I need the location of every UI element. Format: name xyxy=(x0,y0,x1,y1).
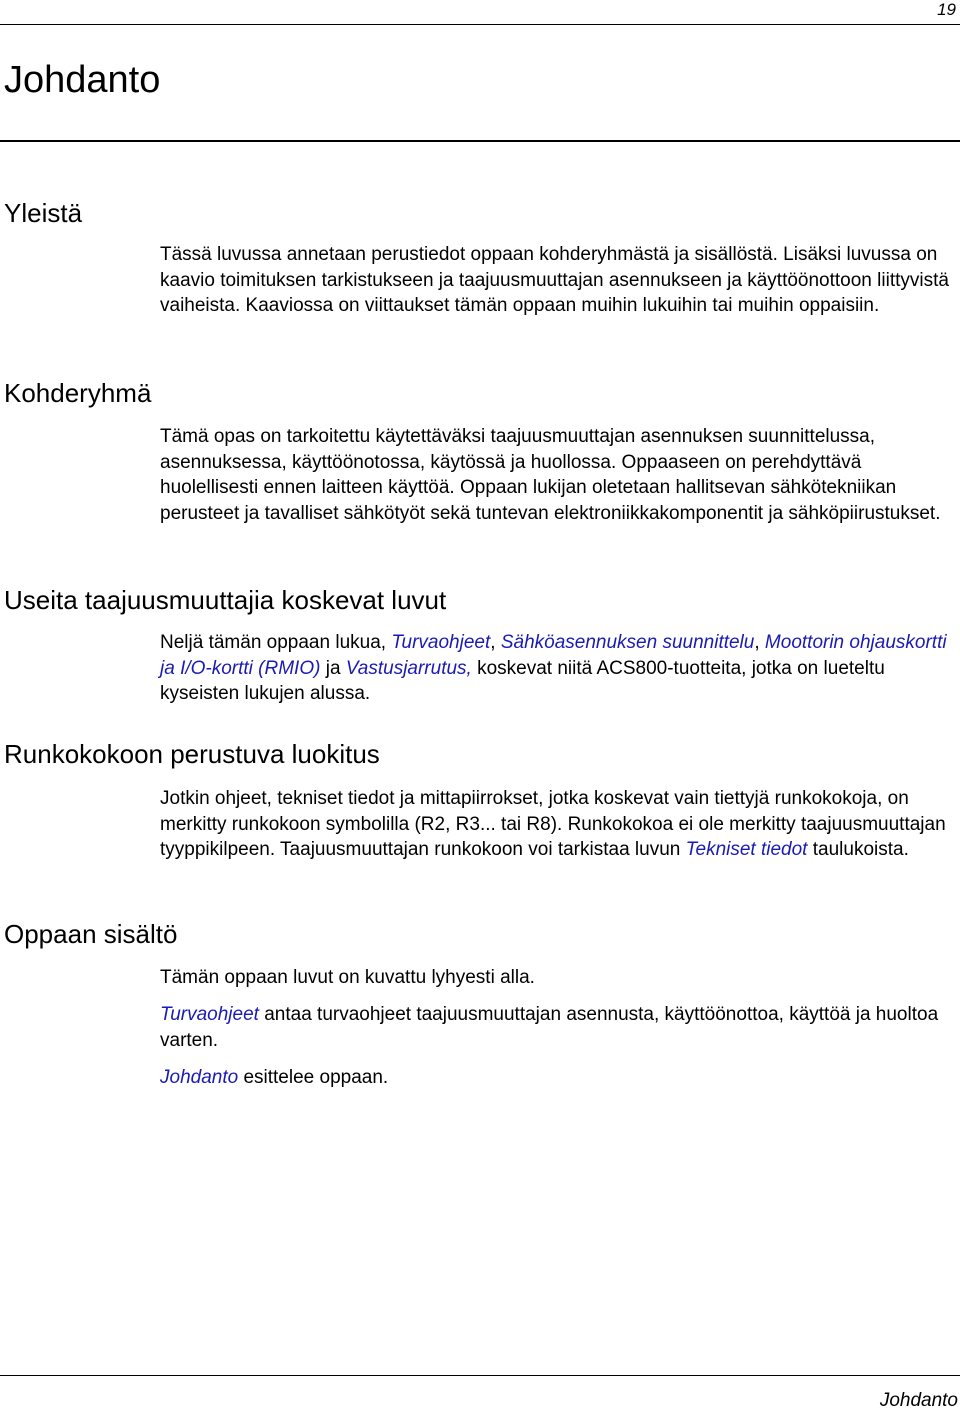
paragraph-sisalto-intro: Tämän oppaan luvut on kuvattu lyhyesti alla. xyxy=(160,967,535,988)
link-turvaohjeet[interactable]: Turvaohjeet xyxy=(391,632,491,653)
chapter-rule xyxy=(0,140,960,142)
section-title-sisalto: Oppaan sisältö xyxy=(4,919,178,949)
paragraph-useita xyxy=(160,630,960,707)
page-number: 19 xyxy=(937,0,956,19)
chapter-title: Johdanto xyxy=(4,59,161,101)
link-turvaohjeet-chapter[interactable]: Turvaohjeet xyxy=(160,1004,259,1025)
paragraph-kohderyhma: Tämä opas on tarkoitettu käytettäväksi taajuusmuuttajan asennuksen suunnittelussa, asennuksessa, käyttöönotossa, käytössä ja huollossa. Oppaaseen on perehdyttävä huolellisesti ennen laitteen käyttöä. Oppaan lukijan oletetaan hallitsevan sähkötekniikan perusteet ja tavalliset sähkötyöt sekä tuntevan elektroniikkakomponentit ja sähköpiirustukset. xyxy=(160,426,941,524)
link-moottorin-ohjauskortti[interactable]: Moottorin ohjauskortti ja I/O-kortti (RMIO) xyxy=(160,632,947,679)
text-span: Neljä tämän oppaan lukua, xyxy=(160,632,392,653)
paragraph-runkokoko xyxy=(160,786,960,863)
text-span: koskevat niitä ACS800-tuotteita, jotka on lueteltu kyseisten lukujen alussa. xyxy=(160,657,885,704)
link-johdanto-chapter[interactable]: Johdanto xyxy=(160,1067,239,1088)
section-title-yleista: Yleistä xyxy=(4,198,83,228)
link-sahkoasennuksen-suunnittelu[interactable]: Sähköasennuksen suunnittelu xyxy=(500,632,755,653)
text-span: antaa turvaohjeet taajuusmuuttajan asennusta, käyttöönottoa, käyttöä ja huoltoa varten. xyxy=(160,1004,939,1051)
paragraph-sisalto-item-1 xyxy=(160,1002,960,1053)
separator: ja xyxy=(320,657,346,679)
header-rule xyxy=(0,24,960,25)
link-tekniset-tiedot[interactable]: Tekniset tiedot xyxy=(685,839,808,860)
footer-label: Johdanto xyxy=(879,1390,958,1411)
section-title-useita: Useita taajuusmuuttajia koskevat luvut xyxy=(4,585,447,615)
footer-rule xyxy=(0,1375,960,1376)
separator: , xyxy=(754,632,765,653)
text-span: esittelee oppaan. xyxy=(238,1067,389,1088)
text-span: taulukoista. xyxy=(807,839,909,860)
link-vastusjarrutus[interactable]: Vastusjarrutus, xyxy=(345,657,472,679)
text-span: Jotkin ohjeet, tekniset tiedot ja mittapiirrokset, jotka koskevat vain tiettyjä runkokokoja, on merkitty runkokoon symbolilla (R2, R3... tai R8). Runkokokoa ei ole merkitty taajuusmuuttajan tyyppikilpeen. Taajuusmuuttajan runkokoon voi tarkistaa luvun xyxy=(160,788,946,860)
separator: , xyxy=(490,632,501,653)
paragraph-sisalto-item-2 xyxy=(160,1065,960,1091)
paragraph-yleista: Tässä luvussa annetaan perustiedot oppaan kohderyhmästä ja sisällöstä. Lisäksi luvussa on kaavio toimituksen tarkistukseen ja taajuusmuuttajan asennukseen ja käyttöönottoon liittyvistä vaiheista. Kaaviossa on viittaukset tämän oppaan muihin lukuihin tai muihin oppaisiin. xyxy=(160,244,949,316)
section-title-kohderyhma: Kohderyhmä xyxy=(4,378,152,408)
section-title-runkokoko: Runkokokoon perustuva luokitus xyxy=(4,739,380,769)
